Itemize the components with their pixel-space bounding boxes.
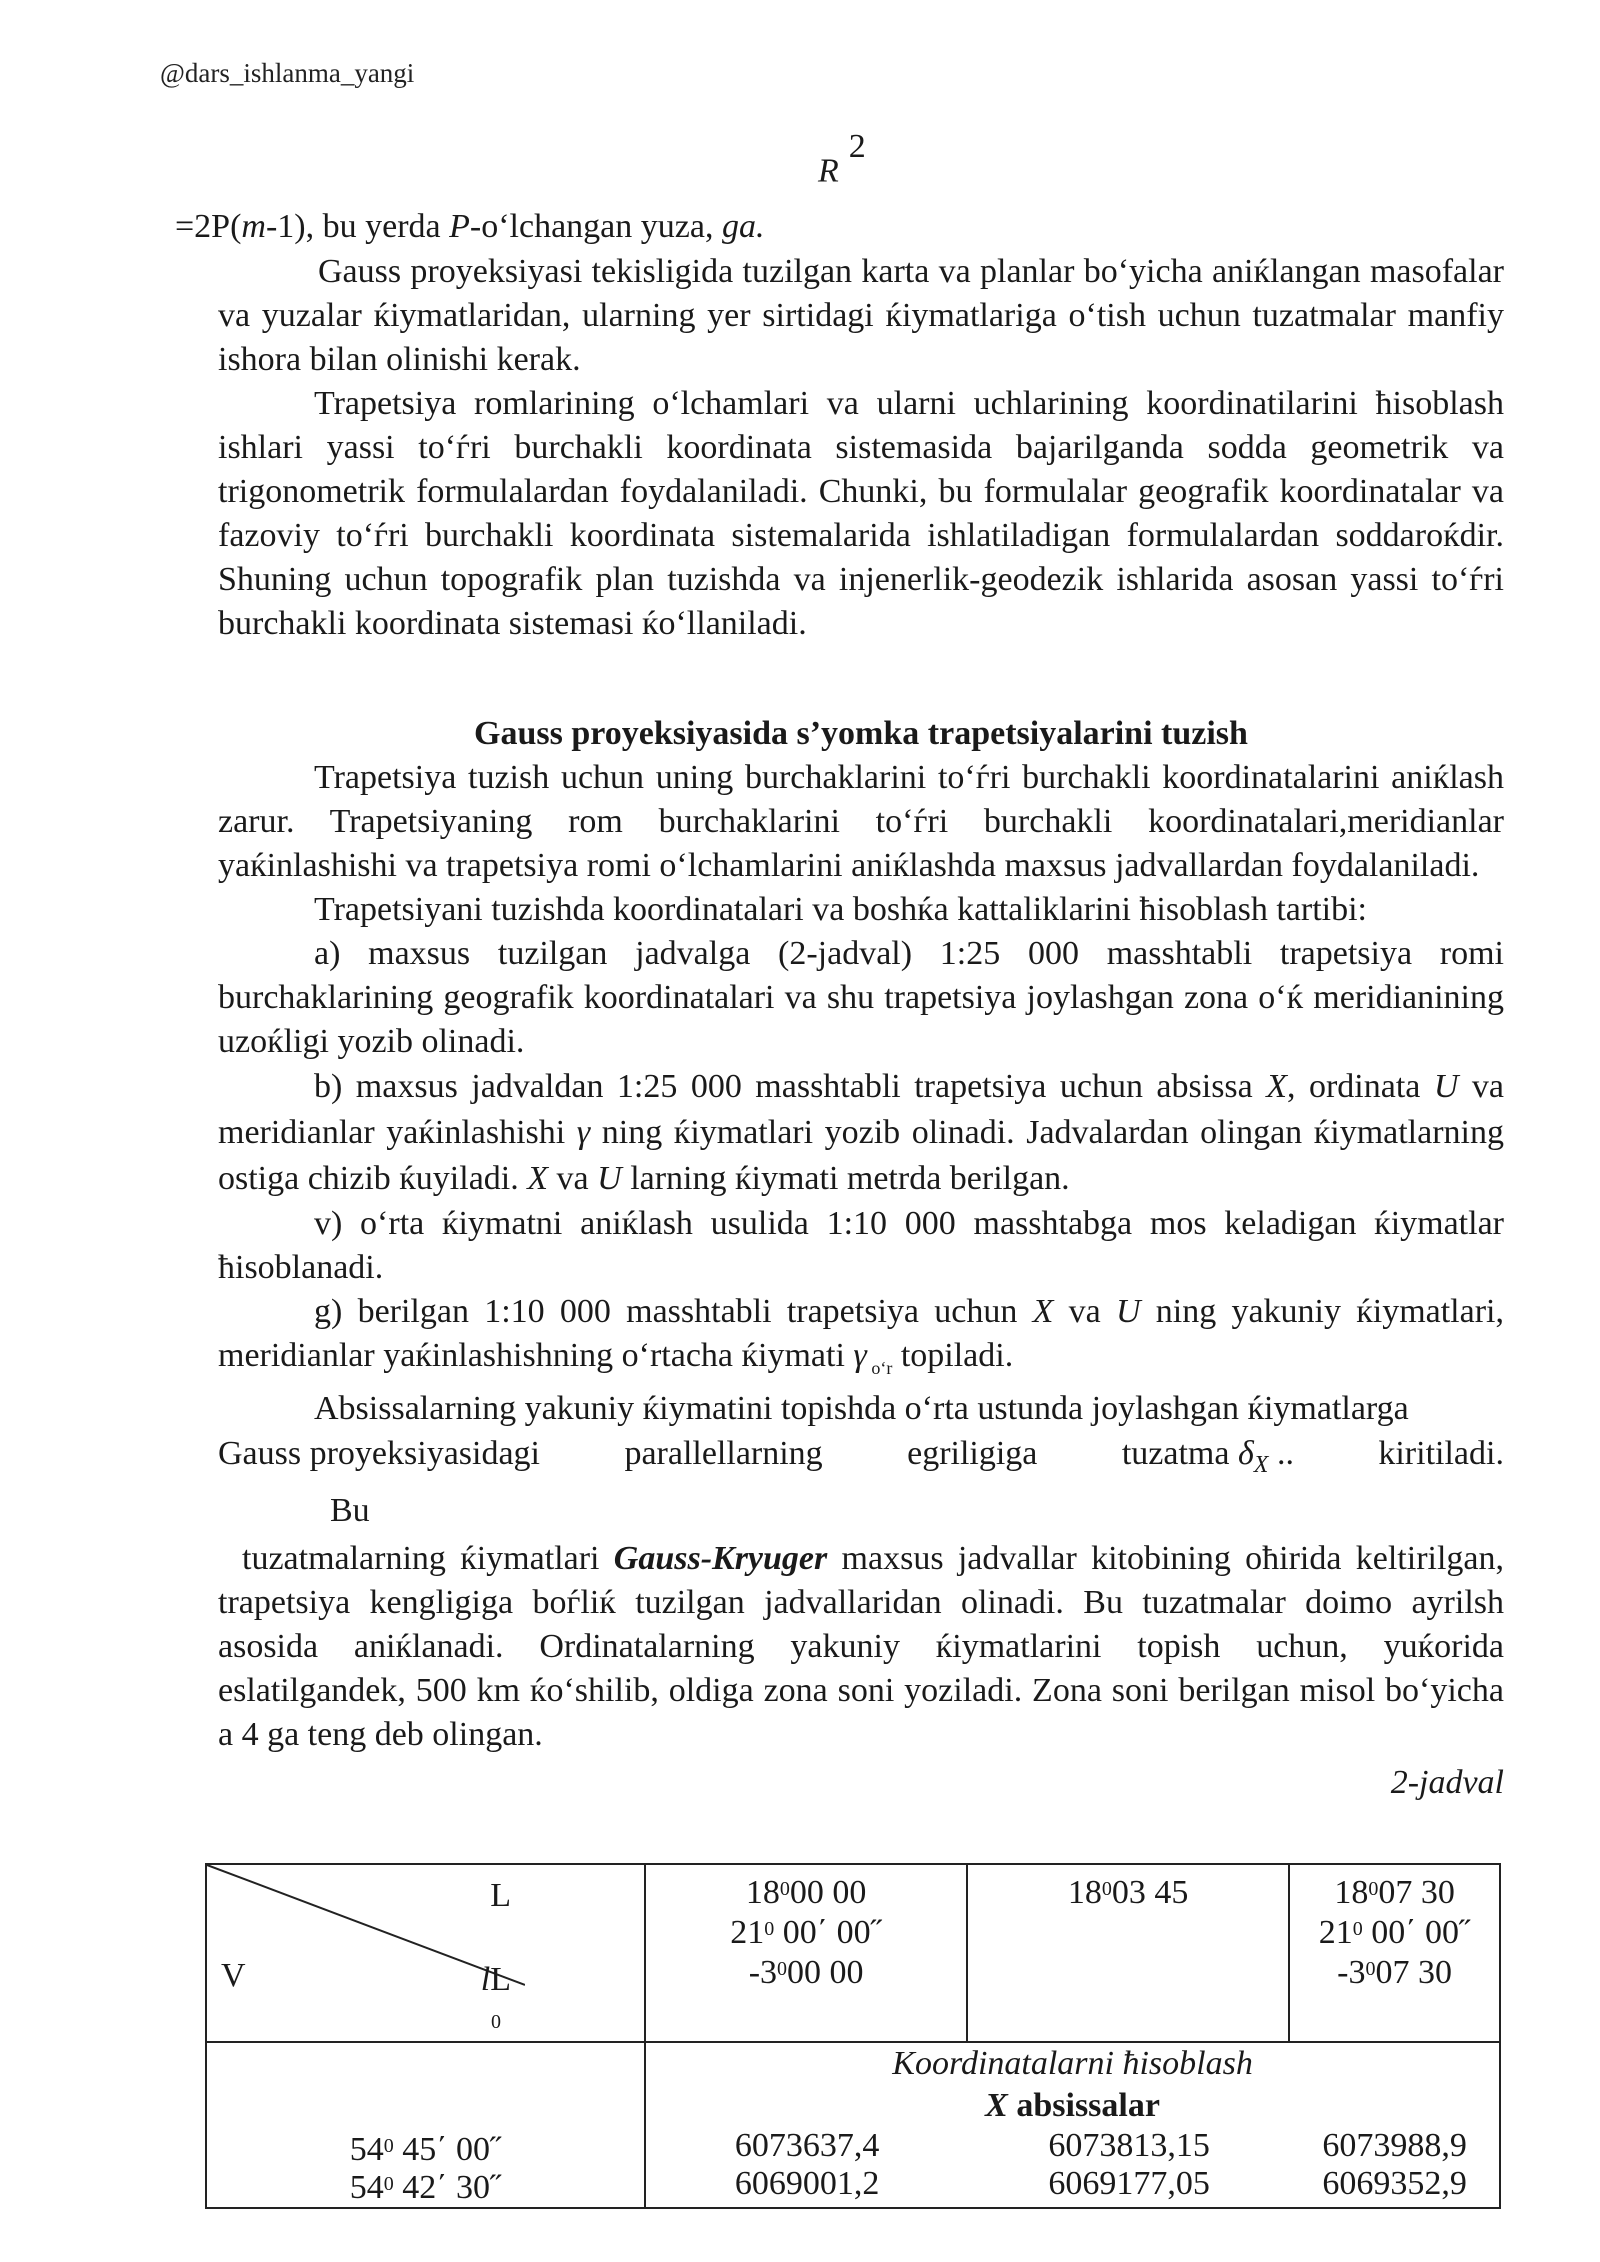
table-body <box>645 2042 1500 2208</box>
paragraph-line: Bu <box>330 1491 370 1529</box>
paragraph: Trapetsiyani tuzishda koordinatalari va boshќa kattaliklarini ћisoblash tartibi: <box>314 891 1367 928</box>
document-body <box>218 250 1504 1805</box>
paragraph: Trapetsiya tuzish uchun uning burchaklarini to‘ѓri burchakli koordinatalarini aniќlash zarur. Trapetsiyaning rom burchaklarini to‘ѓri burchakli koordinatalari,meridianlar yaќinlashishi va trapetsiya romi o‘lchamlarini aniќlashda maxsus jadvallardan foydalaniladi. <box>218 759 1504 884</box>
table-header-col-1: $18^000$ 00 $21^0$ 00΄ 00˝ $-3^000$ 00 <box>645 1864 967 2042</box>
table-cell: 6073813,15 <box>1048 2127 1210 2164</box>
formula-denominator: $R^2$ <box>818 128 866 190</box>
list-item: g) berilgan 1:10 000 masshtabli trapetsiya uchun X va U ning yakuniy ќiymatlari, meridianlar yaќinlashishning o‘rtacha ќiymati γ $_{o‘r}$ topiladi. <box>218 1293 1504 1378</box>
paragraph: Trapetsiya romlarining o‘lchamlari va ularni uchlarining koordinatilarini ћisoblash ishlari yassi to‘ѓri burchakli koordinata sistemasida bajarilganda sodda geometrik va trigonometrik formulalardan foydalaniladi. Chunki, bu formulalar geografik koordinatalar va fazoviy to‘ѓri burchakli koordinata sistemalarida ishlatiladigan formulalardan soddaroќdir. Shuning uchun topografik plan tuzishda va injenerlik-geodezik ishlarida asosan yassi to‘ѓri burchakli koordinata sistemasi ќo‘llaniladi. <box>218 385 1504 642</box>
table-cell: 6069352,9 <box>1322 2165 1467 2202</box>
list-item: b) maxsus jadvaldan 1:25 000 masshtabli trapetsiya uchun absissa X, ordinata U va meridianlar yaќinlashishi γ ning ќiymatlari yozib olinadi. Jadvalardan olingan ќiymatlarning ostiga chizib ќuyiladi. X va U larning ќiymati metrda berilgan. <box>218 1068 1504 1197</box>
table-subheading: Koordinatalarni ћisoblash <box>892 2045 1253 2082</box>
paragraph: tuzatmalarning ќiymatlari Gauss-Kryuger maxsus jadvallar kitobining oћirida keltirilgan, trapetsiya kengligiga boѓliќ tuzilgan jadvallaridan olinadi. Bu tuzatmalar doimo ayrilsh asosida aniќlanadi. Ordinatalarning yakuniy ќiymatlarini topish uchun, yuќorida eslatilgandek, 500 km ќo‘shilib, oldiga zona soni yoziladi. Zona soni berilgan misol bo‘yicha a 4 ga teng deb olingan. <box>218 1539 1504 1753</box>
section-heading: Gauss proyeksiyasida s’yomka trapetsiyalarini tuzish <box>474 715 1248 752</box>
table-corner-cell <box>206 1864 645 2042</box>
corner-label-v: V <box>221 1957 246 1994</box>
table-row-label: $54^0$ 42΄ 30˝ <box>349 2169 502 2206</box>
paragraph: Gauss proyeksiyasi tekisligida tuzilgan karta va planlar bo‘yicha aniќlangan masofalar va yuzalar ќiymatlaridan, ularning yer sirtidagi ќiymatlariga o‘tish uchun tuzatmalar manfiy ishora bilan olinishi kerak. <box>218 253 1504 378</box>
table-header-col-3: $18^007$ 30 $21^0$ 00΄ 00˝ $-3^007$ 30 <box>1289 1864 1500 2042</box>
paragraph: Absissalarning yakuniy ќiymatini topishda o‘rta ustunda joylashgan ќiymatlarga <box>314 1389 1409 1427</box>
table-latitudes <box>206 2042 645 2208</box>
corner-label-l: L <box>490 1877 511 1914</box>
list-item: v) o‘rta ќiymatni aniќlash usulida 1:10 000 masshtabga mos keladigan ќiymatlar ћisoblanadi. <box>218 1205 1504 1286</box>
corner-label-zero: 0 <box>491 2011 501 2033</box>
table-values <box>646 2127 1499 2203</box>
table-cell: 6073637,4 <box>734 2127 880 2164</box>
corner-label-l0: lL <box>480 1961 511 1998</box>
table-header-col-2: $18^003$ 45 <box>967 1864 1289 2042</box>
table-cell: 6069177,05 <box>1048 2165 1210 2202</box>
table-row-label: $54^0$ 45΄ 00˝ <box>349 2131 502 2168</box>
table-cell: 6073988,9 <box>1322 2127 1467 2164</box>
data-table <box>205 1863 1501 2209</box>
diagonal-line <box>207 1865 525 2041</box>
list-item: a) maxsus tuzilgan jadvalga (2-jadval) 1:25 000 masshtabli trapetsiya romi burchaklarining geografik koordinatalari va shu trapetsiya joylashgan zona o‘ќ meridianining uzoќligi yozib olinadi. <box>218 935 1504 1060</box>
formula-line: =2P(m-1), bu yerda P-o‘lchangan yuza, ga. <box>175 208 765 245</box>
page-header: @dars_ishlanma_yangi <box>160 58 415 88</box>
table-caption: 2-jadval <box>1390 1763 1504 1801</box>
table-subheading: X absissalar <box>985 2087 1160 2124</box>
table-cell: 6069001,2 <box>734 2165 880 2202</box>
paragraph-line: Gauss proyeksiyasidagi parallellarning egriligiga tuzatma $\delta_X$ .. kiritiladi. <box>218 1434 1504 1478</box>
